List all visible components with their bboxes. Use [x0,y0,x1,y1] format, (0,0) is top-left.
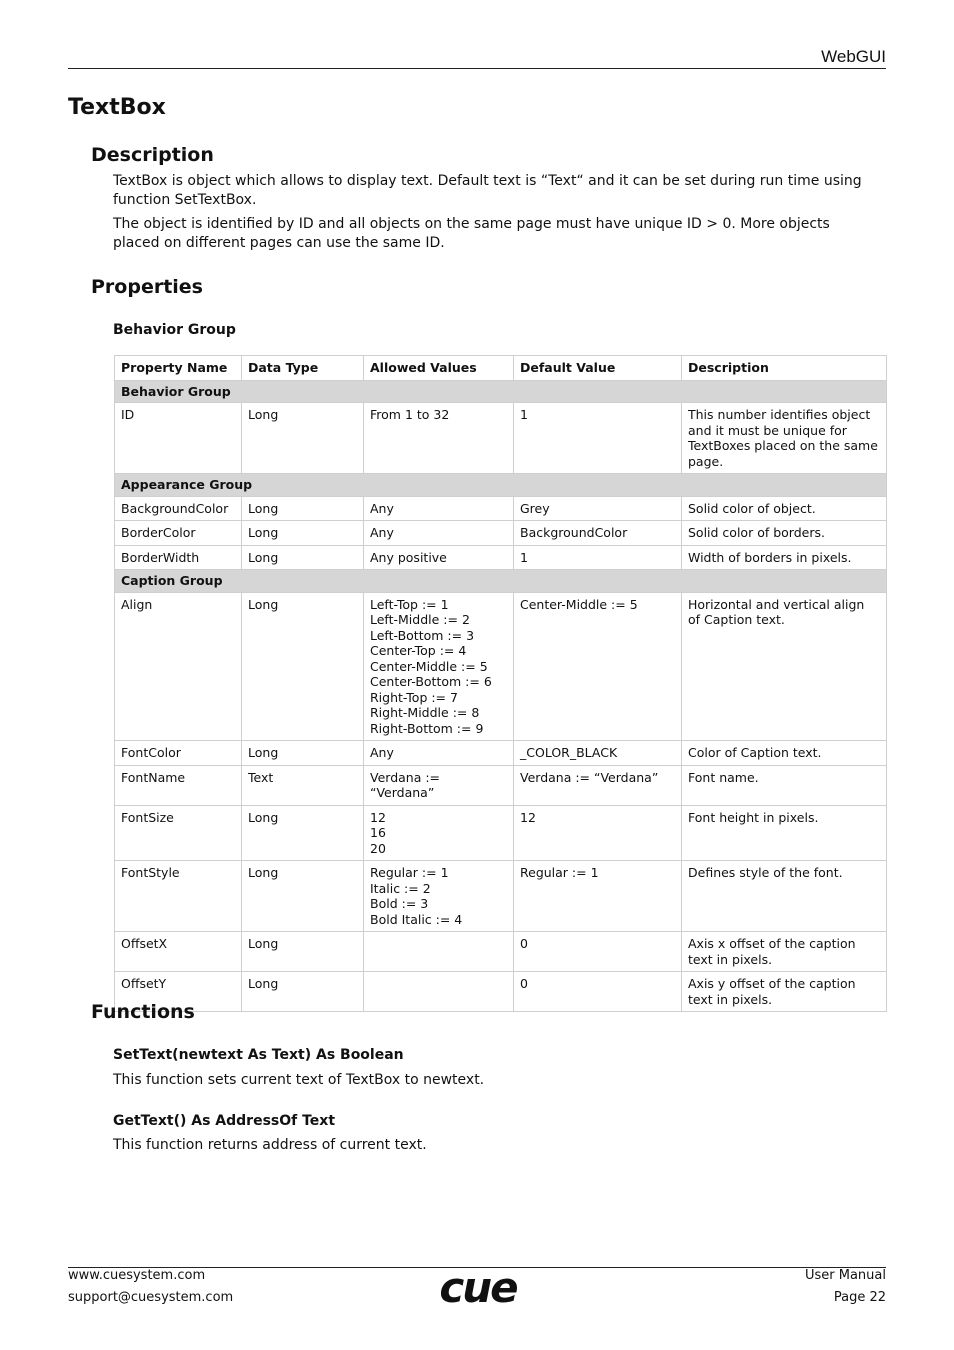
cue-logo [430,1262,526,1312]
table-cell: FontSize [115,805,242,861]
footer-doc-type: User Manual [804,1268,886,1283]
table-cell: Font name. [682,765,887,805]
table-row [115,521,887,546]
table-cell: Regular := 1 [514,861,682,932]
group-label: Caption Group [115,570,887,593]
table-row [115,932,887,972]
properties-table-body [115,380,887,1012]
table-cell: 1 [514,403,682,474]
cue-logo-text: cue [439,1263,517,1312]
table-cell: Long [242,496,364,521]
table-cell: Regular := 1 Italic := 2 Bold := 3 Bold Italic := 4 [364,861,514,932]
table-row [115,861,887,932]
table-row [115,972,887,1012]
table-cell: Verdana := “Verdana” [514,765,682,805]
description-paragraph: TextBox is object which allows to display text. Default text is “Text“ and it can be set during run time using function SetTextBox. [113,173,862,208]
column-header: Data Type [242,356,364,381]
table-cell: Center-Middle := 5 [514,592,682,741]
table-row [115,496,887,521]
function-signature: SetText(newtext As Text) As Boolean [113,1047,404,1063]
table-cell: BackgroundColor [514,521,682,546]
table-cell: Long [242,972,364,1012]
table-cell: Long [242,932,364,972]
function-description: This function sets current text of TextBox to newtext. [113,1072,485,1088]
table-cell: 0 [514,932,682,972]
table-row [115,592,887,741]
table-cell: Long [242,861,364,932]
column-header: Default Value [514,356,682,381]
table-cell: OffsetY [115,972,242,1012]
table-header-row [115,356,887,381]
table-cell: Long [242,741,364,766]
table-cell: Verdana := “Verdana” [364,765,514,805]
group-row [115,570,887,593]
table-cell: 1 [514,545,682,570]
column-header: Description [682,356,887,381]
table-cell: Grey [514,496,682,521]
table-cell: Any [364,741,514,766]
table-row [115,403,887,474]
table-cell: OffsetX [115,932,242,972]
footer-email: support@cuesystem.com [68,1290,234,1305]
table-cell: _COLOR_BLACK [514,741,682,766]
table-cell: Solid color of object. [682,496,887,521]
table-cell: 0 [514,972,682,1012]
function-description: This function returns address of current text. [113,1137,427,1153]
table-cell: Long [242,805,364,861]
function-signature: GetText() As AddressOf Text [113,1113,336,1129]
table-cell: BackgroundColor [115,496,242,521]
table-cell: Axis y offset of the caption text in pixels. [682,972,887,1012]
table-row [115,805,887,861]
page-title: TextBox [68,95,166,120]
table-cell: FontStyle [115,861,242,932]
table-cell: Align [115,592,242,741]
table-cell: FontColor [115,741,242,766]
table-cell: Defines style of the font. [682,861,887,932]
table-cell: Axis x offset of the caption text in pixels. [682,932,887,972]
table-cell: Any [364,521,514,546]
table-cell: Horizontal and vertical align of Caption text. [682,592,887,741]
table-cell: Long [242,545,364,570]
table-cell: Solid color of borders. [682,521,887,546]
table-cell: Font height in pixels. [682,805,887,861]
table-cell: Left-Top := 1 Left-Middle := 2 Left-Bottom := 3 Center-Top := 4 Center-Middle := 5 Center-Bottom := 6 Right-Top := 7 Right-Middle := 8 Right-Bottom := 9 [364,592,514,741]
table-cell: Any positive [364,545,514,570]
table-cell: Width of borders in pixels. [682,545,887,570]
column-header: Allowed Values [364,356,514,381]
table-cell: Long [242,521,364,546]
description-heading: Description [91,144,214,166]
table-cell: This number identifies object and it must be unique for TextBoxes placed on the same page. [682,403,887,474]
table-row [115,765,887,805]
group-label: Appearance Group [115,474,887,497]
table-cell: From 1 to 32 [364,403,514,474]
properties-subheading: Behavior Group [113,322,236,338]
table-cell: Color of Caption text. [682,741,887,766]
table-cell: Any [364,496,514,521]
table-cell: 12 16 20 [364,805,514,861]
table-cell: Text [242,765,364,805]
properties-heading: Properties [91,276,203,298]
table-cell: FontName [115,765,242,805]
table-cell: Long [242,403,364,474]
table-cell: Long [242,592,364,741]
footer-page-number: Page 22 [833,1290,886,1305]
table-cell: ID [115,403,242,474]
table-row [115,741,887,766]
header-divider [68,68,886,69]
table-row [115,545,887,570]
column-header: Property Name [115,356,242,381]
table-cell [364,932,514,972]
properties-table [114,355,887,1012]
header-title: WebGUI [821,47,886,66]
group-label: Behavior Group [115,380,887,403]
group-row [115,380,887,403]
table-cell: BorderWidth [115,545,242,570]
group-row [115,474,887,497]
functions-heading: Functions [91,1001,195,1023]
table-cell: 12 [514,805,682,861]
footer-website: www.cuesystem.com [68,1268,206,1283]
description-paragraph: The object is identified by ID and all objects on the same page must have unique ID > 0. More objects placed on different pages can use the same ID. [113,216,830,251]
table-cell [364,972,514,1012]
table-cell: BorderColor [115,521,242,546]
